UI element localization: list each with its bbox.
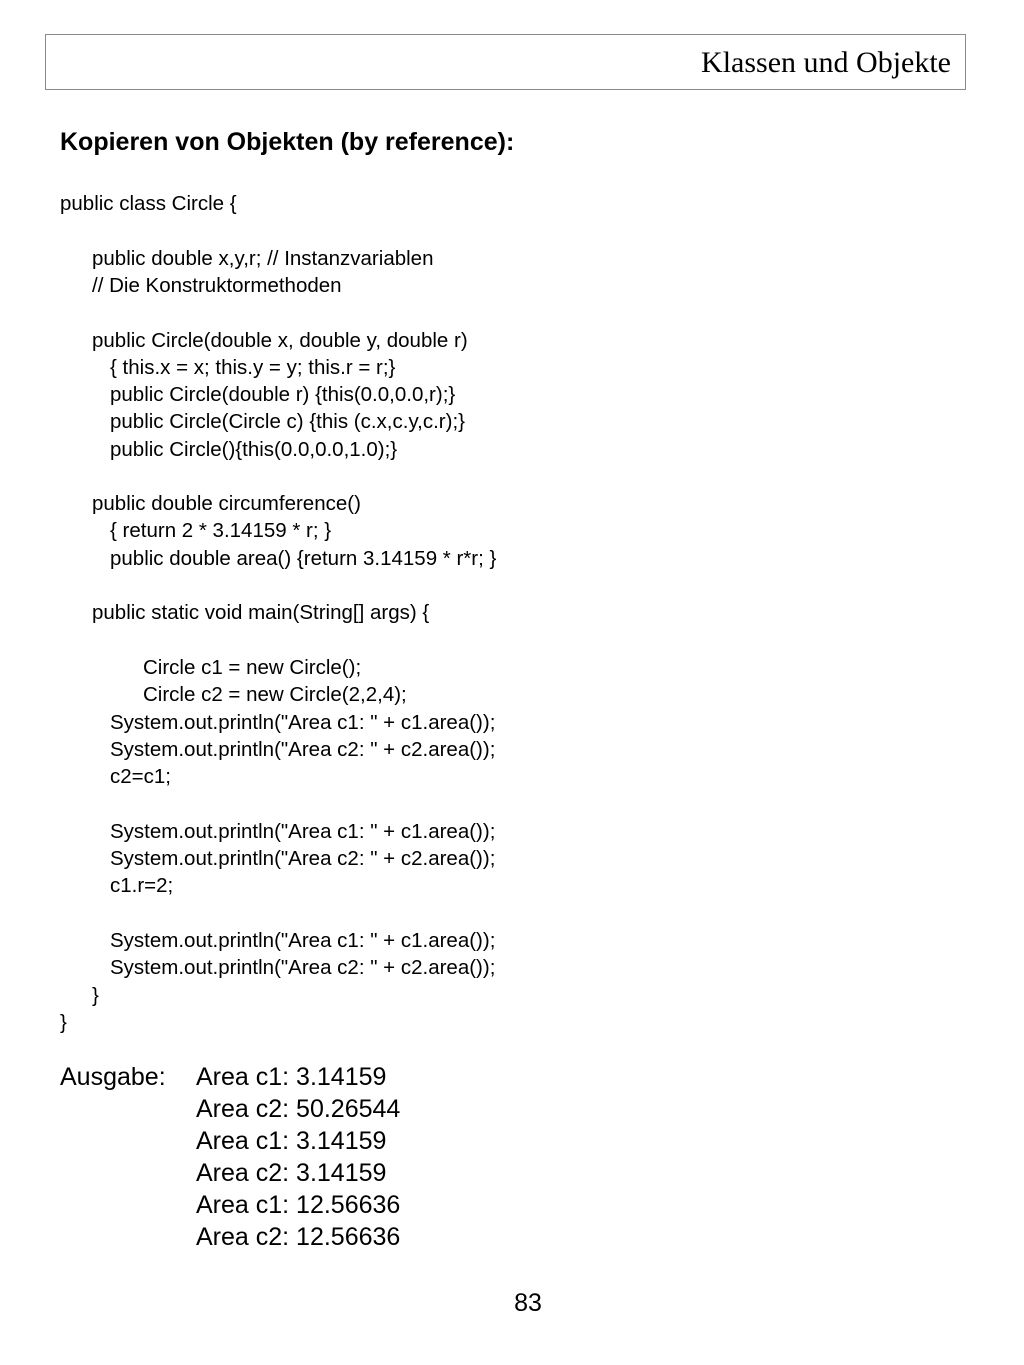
code-line: } <box>92 984 99 1007</box>
section-heading: Kopieren von Objekten (by reference): <box>60 128 515 156</box>
code-line: public double circumference() <box>92 492 361 515</box>
output-line: Area c1: 3.14159 <box>196 1063 387 1091</box>
output-line: Area c2: 50.26544 <box>196 1095 401 1123</box>
code-line: { this.x = x; this.y = y; this.r = r;} <box>110 356 396 379</box>
code-line: public double x,y,r; // Instanzvariablen <box>92 247 434 270</box>
code-line: Circle c2 = new Circle(2,2,4); <box>143 683 407 706</box>
output-label: Ausgabe: <box>60 1063 166 1091</box>
code-line: System.out.println("Area c2: " + c2.area()); <box>110 847 496 870</box>
code-line: } <box>60 1011 67 1034</box>
header-box <box>45 34 966 90</box>
code-line: { return 2 * 3.14159 * r; } <box>110 519 332 542</box>
code-line: System.out.println("Area c1: " + c1.area()); <box>110 929 496 952</box>
page-number: 83 <box>514 1289 542 1317</box>
header-title: Klassen und Objekte <box>701 46 951 79</box>
code-line: System.out.println("Area c1: " + c1.area()); <box>110 820 496 843</box>
code-line: public Circle(Circle c) {this (c.x,c.y,c.r);} <box>110 410 466 433</box>
output-line: Area c2: 12.56636 <box>196 1223 401 1251</box>
code-line: System.out.println("Area c2: " + c2.area()); <box>110 956 496 979</box>
code-line: System.out.println("Area c1: " + c1.area()); <box>110 711 496 734</box>
output-line: Area c2: 3.14159 <box>196 1159 387 1187</box>
code-line: // Die Konstruktormethoden <box>92 274 342 297</box>
code-line: c2=c1; <box>110 765 171 788</box>
code-line: public Circle(double r) {this(0.0,0.0,r);} <box>110 383 456 406</box>
code-line: public static void main(String[] args) { <box>92 601 430 624</box>
output-line: Area c1: 3.14159 <box>196 1127 387 1155</box>
code-line: public Circle(){this(0.0,0.0,1.0);} <box>110 438 398 461</box>
code-line: public class Circle { <box>60 192 237 215</box>
code-line: Circle c1 = new Circle(); <box>143 656 362 679</box>
code-line: public Circle(double x, double y, double r) <box>92 329 468 352</box>
code-line: System.out.println("Area c2: " + c2.area()); <box>110 738 496 761</box>
code-line: c1.r=2; <box>110 874 174 897</box>
code-line: public double area() {return 3.14159 * r*r; } <box>110 547 497 570</box>
output-line: Area c1: 12.56636 <box>196 1191 401 1219</box>
